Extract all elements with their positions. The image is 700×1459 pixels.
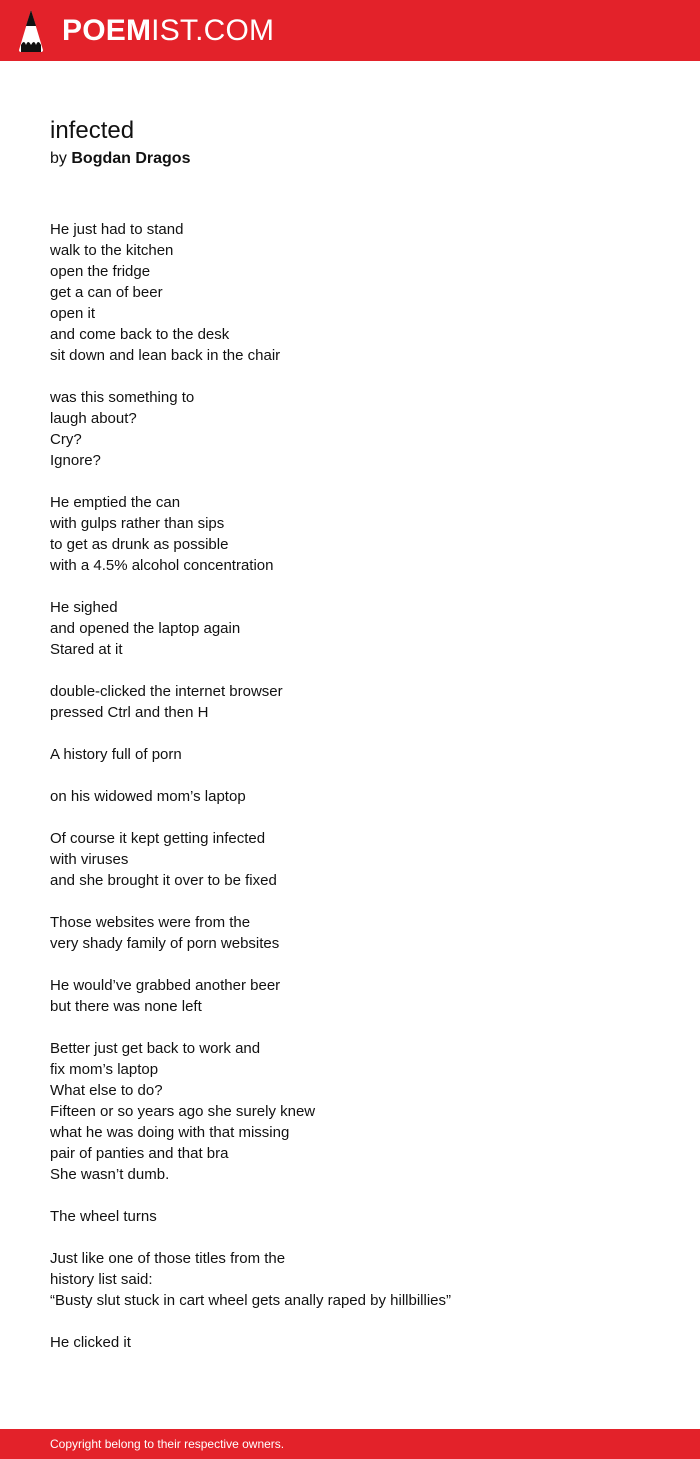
site-footer: [0, 1429, 700, 1459]
pencil-tip-icon[interactable]: [17, 9, 45, 53]
poem-line: walk to the kitchen: [50, 242, 174, 259]
poem-stanza: [50, 786, 650, 807]
poem-byline: [50, 148, 190, 170]
author-name: Bogdan Dragos: [71, 150, 191, 167]
poem-stanza: [50, 1248, 650, 1311]
copyright-text: Copyright belong to their respective owners.: [50, 1437, 285, 1451]
site-header: [0, 0, 700, 61]
poem-line: Cry?: [50, 431, 82, 448]
poem-stanza: [50, 387, 650, 471]
by-label: by: [50, 150, 67, 167]
poem-line: “Busty slut stuck in cart wheel gets anally raped by hillbillies”: [50, 1292, 452, 1309]
poem-line: get a can of beer: [50, 284, 163, 301]
poem-line: double-clicked the internet browser: [50, 683, 283, 700]
poem-line: Ignore?: [50, 452, 101, 469]
poem-stanza: [50, 219, 650, 366]
poem-line: Just like one of those titles from the: [50, 1250, 286, 1267]
poem-line: Those websites were from the: [50, 914, 251, 931]
poem-line: what he was doing with that missing: [50, 1124, 290, 1141]
poem-line: with gulps rather than sips: [50, 515, 225, 532]
poem-line: with a 4.5% alcohol concentration: [50, 557, 274, 574]
poem-stanza: [50, 828, 650, 891]
poem-line: He would’ve grabbed another beer: [50, 977, 281, 994]
poem-line: What else to do?: [50, 1082, 163, 1099]
poem-stanza: [50, 492, 650, 576]
poem-line: She wasn’t dumb.: [50, 1166, 170, 1183]
poem-line: Better just get back to work and: [50, 1040, 261, 1057]
poem-line: was this something to: [50, 389, 195, 406]
poem-line: very shady family of porn websites: [50, 935, 280, 952]
poem-line: laugh about?: [50, 410, 137, 427]
poem-stanza: [50, 681, 650, 723]
poem-line: history list said:: [50, 1271, 153, 1288]
poem-line: Stared at it: [50, 641, 123, 658]
brand-bold-text: POEM: [62, 14, 152, 47]
poem-stanza: [50, 597, 650, 660]
poem-title: infected: [50, 117, 135, 144]
poem-stanza: [50, 912, 650, 954]
poem-line: sit down and lean back in the chair: [50, 347, 281, 364]
poem-line: but there was none left: [50, 998, 202, 1015]
poem-line: A history full of porn: [50, 746, 182, 763]
poem-line: fix mom’s laptop: [50, 1061, 159, 1078]
site-logo[interactable]: [62, 13, 274, 49]
poem-line: on his widowed mom’s laptop: [50, 788, 246, 805]
poem-line: to get as drunk as possible: [50, 536, 229, 553]
brand-light-text: IST.COM: [151, 14, 275, 47]
poem-line: The wheel turns: [50, 1208, 157, 1225]
poem-line: He clicked it: [50, 1334, 131, 1351]
poem-stanza: [50, 1332, 650, 1353]
poem-line: pair of panties and that bra: [50, 1145, 229, 1162]
poem-line: and opened the laptop again: [50, 620, 241, 637]
poem-line: Of course it kept getting infected: [50, 830, 266, 847]
poem-line: and she brought it over to be fixed: [50, 872, 277, 889]
poem-stanza: [50, 1038, 650, 1185]
poem-stanza: [50, 975, 650, 1017]
poem-line: He just had to stand: [50, 221, 184, 238]
poem-line: and come back to the desk: [50, 326, 230, 343]
poem-stanza: [50, 744, 650, 765]
poem-line: open it: [50, 305, 96, 322]
poem-line: He sighed: [50, 599, 118, 616]
poem-body: [50, 219, 650, 1374]
poem-line: open the fridge: [50, 263, 151, 280]
poem-line: Fifteen or so years ago she surely knew: [50, 1103, 316, 1120]
poem-line: pressed Ctrl and then H: [50, 704, 209, 721]
poem-line: with viruses: [50, 851, 129, 868]
poem-line: He emptied the can: [50, 494, 181, 511]
poem-stanza: [50, 1206, 650, 1227]
